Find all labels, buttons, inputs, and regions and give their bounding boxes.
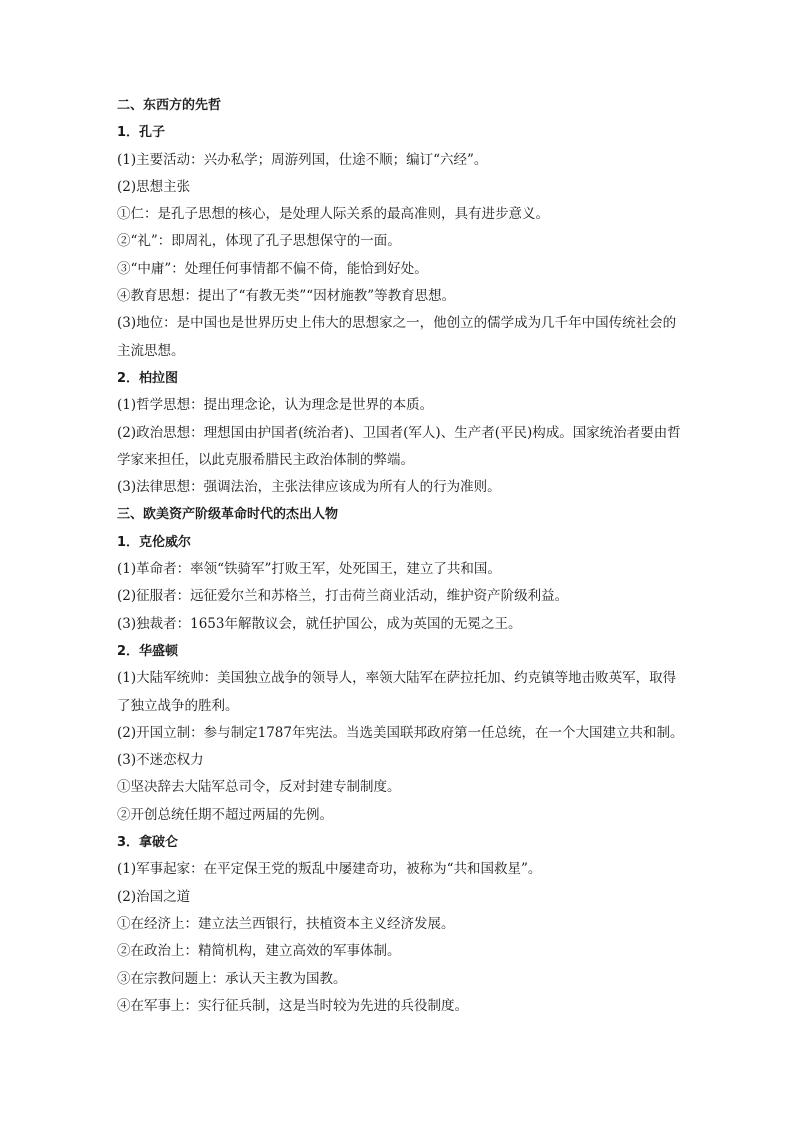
paragraph-line: ①在经济上：建立法兰西银行，扶植资本主义经济发展。: [117, 915, 455, 932]
paragraph-line: ①仁：是孔子思想的核心，是处理人际关系的最高准则，具有进步意义。: [117, 206, 549, 223]
paragraph-line: ②在政治上：精简机构，建立高效的军事体制。: [117, 943, 401, 960]
paragraph-line: (1)主要活动：兴办私学；周游列国，仕途不顺；编订“六经”。: [117, 151, 488, 168]
paragraph-line: (3)不迷恋权力: [117, 752, 204, 769]
paragraph-line: (2)治国之道: [117, 888, 191, 905]
paragraph-line: (1)革命者：率领“铁骑军”打败王军，处死国王，建立了共和国。: [117, 561, 501, 578]
subsection-heading: 2．柏拉图: [117, 370, 179, 386]
subsection-heading: 2．华盛顿: [117, 643, 179, 659]
subsection-heading: 3．拿破仑: [117, 835, 179, 851]
paragraph-line: ①坚决辞去大陆军总司令，反对封建专制制度。: [117, 779, 401, 796]
subsection-heading: 1．孔子: [117, 125, 166, 141]
paragraph-line: (1)大陆军统帅：美国独立战争的领导人，率领大陆军在萨拉托加、约克镇等地击败英军，取得了独立战争的胜利。: [117, 670, 677, 714]
paragraph-line: ③“中庸”：处理任何事情都不偏不倚，能恰到好处。: [117, 260, 428, 277]
paragraph-line: (3)地位：是中国也是世界历史上伟大的思想家之一，他创立的儒学成为几千年中国传统社会的主流思想。: [117, 315, 677, 359]
paragraph-line: (1)军事起家：在平定保王党的叛乱中屡建奇功，被称为“共和国救星”。: [117, 861, 542, 878]
paragraph-line: (3)法律思想：强调法治，主张法律应该成为所有人的行为准则。: [117, 479, 501, 496]
paragraph-line: ③在宗教问题上：承认天主教为国教。: [117, 970, 347, 987]
paragraph-line: (2)政治思想：理想国由护国者(统治者)、卫国者(军人)、生产者(平民)构成。国家统治者要由哲学家来担任，以此克服希腊民主政治体制的弊端。: [117, 424, 681, 468]
document-body: [117, 92, 687, 1020]
subsection-heading: 1．克伦威尔: [117, 534, 192, 550]
paragraph-line: (2)开国立制：参与制定1787年宪法。当选美国联邦政府第一任总统，在一个大国建立共和制。: [117, 724, 684, 741]
paragraph-line: (2)征服者：远征爱尔兰和苏格兰，打击荷兰商业活动，维护资产阶级利益。: [117, 588, 569, 605]
section-heading: 三、欧美资产阶级革命时代的杰出人物: [117, 507, 339, 523]
paragraph-line: (2)思想主张: [117, 178, 191, 195]
paragraph-line: ②“礼”：即周礼，体现了孔子思想保守的一面。: [117, 233, 401, 250]
paragraph-line: (3)独裁者：1653年解散议会，就任护国公，成为英国的无冕之王。: [117, 615, 522, 632]
section-heading: 二、东西方的先哲: [117, 98, 222, 113]
paragraph-line: ②开创总统任期不超过两届的先例。: [117, 806, 333, 823]
paragraph-line: (1)哲学思想：提出理念论，认为理念是世界的本质。: [117, 397, 434, 414]
paragraph-line: ④在军事上：实行征兵制，这是当时较为先进的兵役制度。: [117, 997, 468, 1014]
paragraph-line: ④教育思想：提出了“有教无类”“因材施教”等教育思想。: [117, 288, 456, 305]
